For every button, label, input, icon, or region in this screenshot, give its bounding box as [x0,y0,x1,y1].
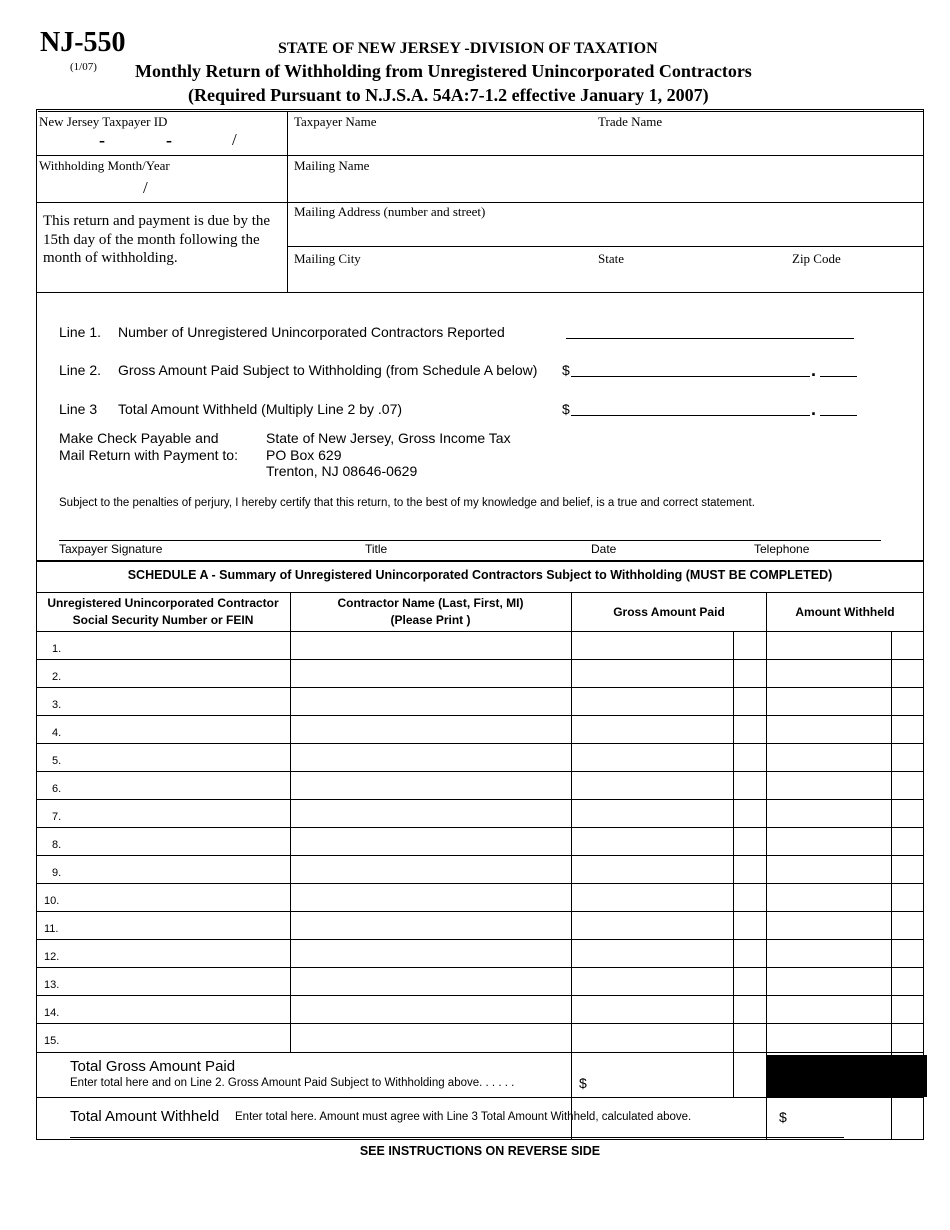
schedule-row[interactable] [37,855,923,883]
schedule-row-number: 10. [44,895,60,907]
zip-code-label: Zip Code [792,251,841,266]
mailing-city-label: Mailing City [294,251,361,266]
payee-city: Trenton, NJ 08646-0629 [266,463,418,479]
mailing-name-field[interactable] [288,176,923,201]
schedule-row[interactable] [37,967,923,995]
line3-decimal: . [811,399,817,419]
payable-label-2: Mail Return with Payment to: [59,447,238,463]
line2-number: Line 2. [59,362,102,378]
schedule-row-number: 1. [52,643,62,655]
col-gross-header: Gross Amount Paid [613,605,725,619]
schedule-row-number: 4. [52,727,62,739]
mailing-name-label: Mailing Name [294,158,370,173]
schedule-row[interactable] [37,1023,923,1051]
payee-name: State of New Jersey, Gross Income Tax [266,430,511,446]
telephone-label: Telephone [754,542,810,556]
due-date-note: This return and payment is due by the 15th day of the month following the month of withholding. [43,213,271,266]
line2-text: Gross Amount Paid Subject to Withholding (from Schedule A below) [118,362,538,378]
schedule-row[interactable] [37,743,923,771]
mailing-address-label: Mailing Address (number and street) [294,204,486,219]
line2-decimal: . [811,360,817,380]
withholding-month-field[interactable] [38,176,286,201]
perjury-statement: Subject to the penalties of perjury, I hereby certify that this return, to the best of my knowledge and belief, is a true and correct statement. [59,497,755,509]
total-gross-note: Enter total here and on Line 2. Gross Amount Paid Subject to Withholding above. . . . . . [70,1077,515,1089]
form-subtitle: (Required Pursuant to N.J.S.A. 54A:7-1.2 effective January 1, 2007) [188,85,709,105]
schedule-row-number: 8. [52,839,62,851]
mailing-address-field[interactable] [288,220,923,245]
form-title: Monthly Return of Withholding from Unregistered Unincorporated Contractors [135,61,752,81]
taxpayer-id-label: New Jersey Taxpayer ID [39,114,168,129]
payable-label-1: Make Check Payable and [59,430,219,446]
form-id: NJ-550 [40,27,126,58]
schedule-row-number: 3. [52,699,62,711]
schedule-a-title: SCHEDULE A - Summary of Unregistered Unincorporated Contractors Subject to Withholding (MUST BE COMPLETED) [127,568,833,582]
mailing-city-field[interactable] [288,266,923,291]
state-label: State [598,251,624,266]
total-gross-input[interactable] [572,1053,766,1097]
schedule-row-number: 5. [52,755,62,767]
line3-number: Line 3 [59,401,98,417]
id-dash-1: - [99,130,105,150]
form-revision: (1/07) [70,61,97,73]
taxpayer-id-field[interactable] [38,130,286,154]
col-withheld-header: Amount Withheld [795,605,895,619]
schedule-row[interactable] [37,911,923,939]
line1-number: Line 1. [59,324,102,340]
schedule-row[interactable] [37,939,923,967]
schedule-row-number: 11. [44,923,59,935]
total-withheld-input[interactable] [767,1098,923,1139]
schedule-row[interactable] [37,771,923,799]
withholding-month-label: Withholding Month/Year [39,158,170,173]
payee-po-box: PO Box 629 [266,447,342,463]
schedule-row-number: 14. [44,1007,60,1019]
schedule-row-number: 6. [52,783,62,795]
schedule-row-number: 12. [44,951,60,963]
schedule-row-number: 15. [44,1035,60,1047]
id-dash-2: - [166,130,172,150]
instructions-note: SEE INSTRUCTIONS ON REVERSE SIDE [359,1144,601,1158]
schedule-row[interactable] [37,659,923,687]
schedule-row[interactable] [37,799,923,827]
agency-name: STATE OF NEW JERSEY -DIVISION OF TAXATION [278,40,658,57]
total-withheld-note: Enter total here. Amount must agree with Line 3 Total Amount Withheld, calculated above. [235,1111,692,1123]
line1-input[interactable] [566,324,854,339]
line3-text: Total Amount Withheld (Multiply Line 2 by .07) [118,401,403,417]
taxpayer-name-field[interactable] [288,130,923,154]
schedule-row[interactable] [37,687,923,715]
schedule-row[interactable] [37,883,923,911]
schedule-row[interactable] [37,631,923,659]
taxpayer-name-label: Taxpayer Name [294,114,377,129]
title-label: Title [365,542,388,556]
line3-cents-input[interactable] [820,401,857,416]
withholding-slash: / [143,178,148,197]
line2-dollar: $ [562,362,570,378]
line2-cents-input[interactable] [820,362,857,377]
line3-dollar: $ [562,401,570,417]
schedule-row-number: 13. [44,979,60,991]
col-ssn-header: Unregistered Unincorporated Contractor Social Security Number or FEIN [47,596,279,627]
col-name-header: Contractor Name (Last, First, MI) (Please Print ) [337,596,524,627]
total-withheld-dollar: $ [779,1109,787,1125]
trade-name-label: Trade Name [598,114,663,129]
line3-dollars-input[interactable] [571,401,810,416]
schedule-row-number: 9. [52,867,62,879]
total-withheld-label: Total Amount Withheld [70,1108,220,1125]
line2-dollars-input[interactable] [571,362,810,377]
line1-text: Number of Unregistered Unincorporated Contractors Reported [118,324,505,340]
signature-line[interactable] [59,540,881,541]
total-gross-blackout [767,1055,927,1097]
schedule-row[interactable] [37,715,923,743]
schedule-row[interactable] [37,995,923,1023]
id-slash: / [232,130,237,149]
total-gross-dollar: $ [579,1075,587,1091]
date-label: Date [591,542,617,556]
signature-label: Taxpayer Signature [59,542,163,556]
total-gross-label: Total Gross Amount Paid [70,1058,236,1075]
schedule-row-number: 2. [52,671,62,683]
schedule-row[interactable] [37,827,923,855]
schedule-row-number: 7. [52,811,62,823]
